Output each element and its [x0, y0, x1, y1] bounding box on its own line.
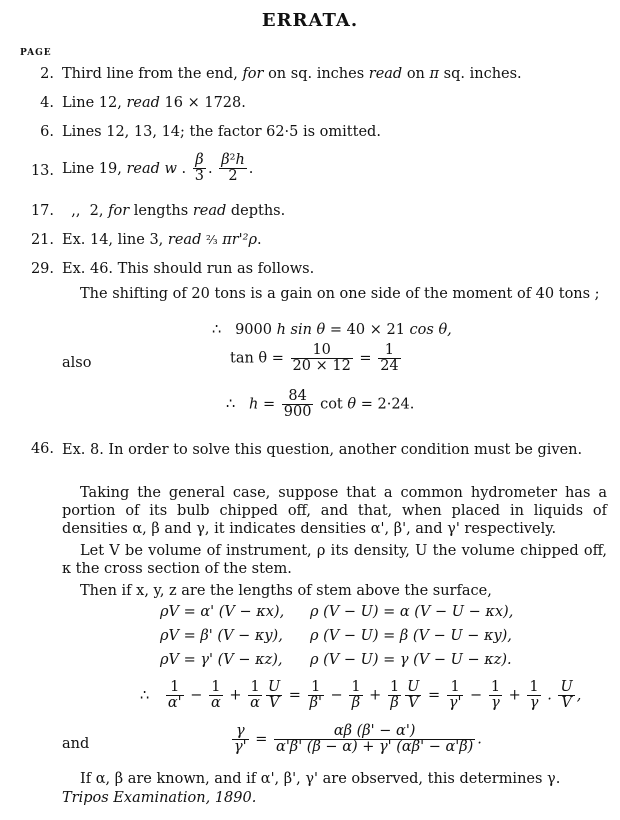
entry-page-17: 17. ,, 2, for lengths read depths. [30, 203, 286, 219]
ex46-paragraph: The shifting of 20 tons is a gain on one side of the moment of 40 tons ; [80, 286, 600, 302]
entry-page-6: 6. Lines 12, 13, 14; the factor 62·5 is omitted. [40, 124, 381, 140]
ex8-reciprocal-equation: ∴ $\frac{1}{\alpha'}$ − $\frac{1}{\alpha}$ + $\frac{1}{\alpha}$ $\frac{U}{V}$ = $\frac{1}{\beta'}$ − $\frac{1}{\beta}$ + $\frac{1}{\beta}$ $\frac{U}{V}$ = $\frac{1}{\gamma'}$ − $\frac{1}{\gamma}$ + $\frac{1}{\gamma}$ . $\frac{U}{V}$ , [140, 679, 582, 711]
ex8-eq-row-1: ρV = α' (V − κx), ρ (V − U) = α (V − U − κx), [160, 604, 514, 620]
ex8-eq-row-3: ρV = γ' (V − κz), ρ (V − U) = γ (V − U − κz). [160, 652, 512, 668]
ex8-paragraph-1: Taking the general case, suppose that a common hydrometer has a portion of its bulb chipped off, and that, when placed in liquids of densities α, β and γ, it indicates densities α', β', and γ' respectively. [62, 485, 607, 537]
ex8-paragraph-2: Let V be volume of instrument, ρ its density, U the volume chipped off, κ the cross section of the stem. [62, 543, 607, 577]
ex8-source: Tripos Examination, 1890. [62, 790, 257, 806]
entry-page-21: 21. Ex. 14, line 3, read ⅔ πr'²ρ. [30, 232, 262, 248]
entry-page-4: 4. Line 12, read 16 × 1728. [40, 95, 246, 111]
page-column-label: PAGE [20, 48, 52, 58]
ex46-equation-1: ∴ 9000 h sin θ = 40 × 21 cos θ, [212, 322, 452, 338]
page-title: ERRATA. [261, 10, 359, 31]
ex46-equation-2: also tan θ = $\frac{10}{20 \times 12}$ = $\frac{1}{24}$ [62, 342, 399, 374]
ex8-eq-row-2: ρV = β' (V − κy), ρ (V − U) = β (V − U − κy), [160, 628, 512, 644]
ex8-paragraph-3: Then if x, y, z are the lengths of stem above the surface, [80, 583, 492, 599]
entry-page-29: 29. Ex. 46. This should run as follows. [30, 261, 315, 277]
ex8-heading: Ex. 8. In order to solve this question, another condition must be given. [62, 442, 583, 458]
ex46-equation-3: ∴ h = $\frac{84}{900}$ cot θ = 2·24. [226, 388, 415, 420]
ex8-paragraph-4: If α, β are known, and if α', β', γ' are observed, this determines γ. [80, 771, 561, 787]
entry-page-2: 2. Third line from the end, for on sq. inches read on π sq. inches. [40, 66, 522, 82]
ex8-final-equation: and $\frac{\gamma}{\gamma'}$ = $\frac{\alpha\beta (\beta' - \alpha')}{\alpha'\beta' (\beta - \alpha) + \gamma' (\alpha\beta' - \alpha'\beta)}$ . [62, 723, 482, 755]
entry-page-13: 13. Line 19, read w . $\frac{\beta}{3}$ . $\frac{\text{β²h}}{2}$ . [30, 152, 254, 184]
